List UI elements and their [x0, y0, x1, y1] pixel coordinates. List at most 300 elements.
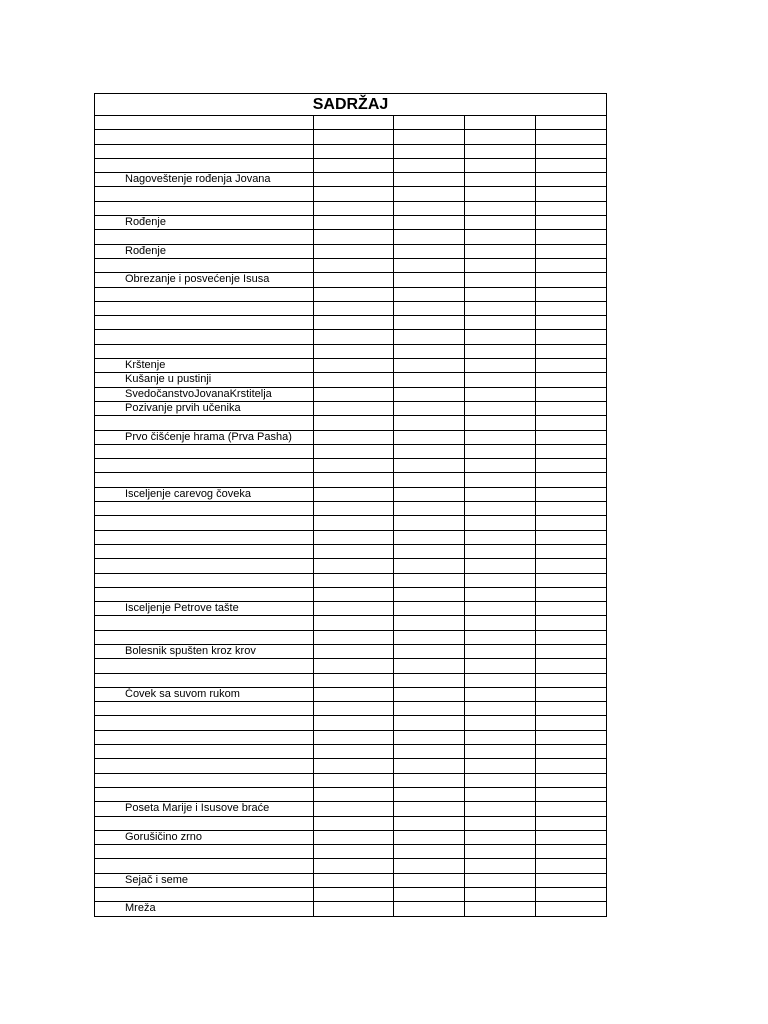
- empty-cell: [536, 258, 607, 272]
- entry-title-cell: Isceljenje Petrove tašte: [95, 602, 314, 616]
- empty-cell: [465, 301, 536, 315]
- table-row: [95, 759, 607, 773]
- empty-cell: [465, 130, 536, 144]
- entry-title-cell: [95, 144, 314, 158]
- table-body: [95, 116, 607, 917]
- empty-cell: [536, 573, 607, 587]
- empty-cell: [314, 430, 394, 444]
- empty-cell: [465, 573, 536, 587]
- empty-cell: [536, 158, 607, 172]
- entry-title-cell: Kušanje u pustinji: [95, 373, 314, 387]
- empty-cell: [536, 516, 607, 530]
- table-row: [95, 158, 607, 172]
- entry-title-cell: Nagoveštenje rođenja Jovana: [95, 173, 314, 187]
- empty-cell: [394, 830, 465, 844]
- empty-cell: [394, 745, 465, 759]
- empty-cell: [394, 888, 465, 902]
- entry-title-cell: [95, 287, 314, 301]
- empty-cell: [314, 459, 394, 473]
- entry-title-cell: Bolesnik spušten kroz krov: [95, 644, 314, 658]
- table-row: [95, 530, 607, 544]
- table-row: [95, 659, 607, 673]
- table-row: [95, 730, 607, 744]
- empty-cell: [536, 587, 607, 601]
- empty-cell: [314, 630, 394, 644]
- empty-cell: [394, 158, 465, 172]
- empty-cell: [314, 873, 394, 887]
- empty-cell: [465, 630, 536, 644]
- empty-cell: [394, 902, 465, 916]
- entry-title-cell: Krštenje: [95, 359, 314, 373]
- table-row: [95, 830, 607, 844]
- empty-cell: [314, 216, 394, 230]
- table-row: [95, 602, 607, 616]
- empty-cell: [465, 373, 536, 387]
- empty-cell: [536, 502, 607, 516]
- empty-cell: [465, 416, 536, 430]
- empty-cell: [394, 530, 465, 544]
- entry-title-cell: [95, 859, 314, 873]
- empty-cell: [314, 544, 394, 558]
- entry-title-cell: Poseta Marije i Isusove braće: [95, 802, 314, 816]
- empty-cell: [536, 616, 607, 630]
- empty-cell: [394, 287, 465, 301]
- empty-cell: [314, 530, 394, 544]
- empty-cell: [394, 616, 465, 630]
- empty-cell: [536, 730, 607, 744]
- empty-cell: [394, 702, 465, 716]
- empty-cell: [536, 144, 607, 158]
- table-row: [95, 473, 607, 487]
- empty-cell: [394, 459, 465, 473]
- empty-cell: [314, 258, 394, 272]
- table-row: [95, 130, 607, 144]
- entry-title-cell: [95, 587, 314, 601]
- empty-cell: [314, 659, 394, 673]
- entry-title-cell: [95, 230, 314, 244]
- empty-cell: [465, 702, 536, 716]
- empty-cell: [314, 373, 394, 387]
- entry-title-cell: Obrezanje i posvećenje Isusa: [95, 273, 314, 287]
- empty-cell: [536, 630, 607, 644]
- table-row: [95, 559, 607, 573]
- table-row: [95, 888, 607, 902]
- empty-cell: [536, 902, 607, 916]
- empty-cell: [536, 373, 607, 387]
- entry-title-cell: [95, 187, 314, 201]
- empty-cell: [314, 516, 394, 530]
- empty-cell: [314, 587, 394, 601]
- empty-cell: [314, 359, 394, 373]
- entry-title-cell: [95, 787, 314, 801]
- empty-cell: [394, 602, 465, 616]
- empty-cell: [465, 459, 536, 473]
- empty-cell: [465, 902, 536, 916]
- empty-cell: [394, 573, 465, 587]
- empty-cell: [465, 444, 536, 458]
- empty-cell: [465, 787, 536, 801]
- entry-title-cell: [95, 316, 314, 330]
- empty-cell: [465, 216, 536, 230]
- entry-title-cell: Gorušičino zrno: [95, 830, 314, 844]
- empty-cell: [465, 173, 536, 187]
- table-row: [95, 587, 607, 601]
- empty-cell: [314, 730, 394, 744]
- empty-cell: [536, 816, 607, 830]
- empty-cell: [536, 644, 607, 658]
- empty-cell: [394, 401, 465, 415]
- empty-cell: [465, 230, 536, 244]
- empty-cell: [394, 201, 465, 215]
- empty-cell: [394, 502, 465, 516]
- entry-title-cell: [95, 444, 314, 458]
- table-row: [95, 301, 607, 315]
- title-row: [95, 94, 607, 116]
- empty-cell: [536, 459, 607, 473]
- table-row: [95, 373, 607, 387]
- table-row: [95, 430, 607, 444]
- empty-cell: [314, 416, 394, 430]
- entry-title-cell: Čovek sa suvom rukom: [95, 687, 314, 701]
- entry-title-cell: [95, 630, 314, 644]
- table-row: [95, 787, 607, 801]
- empty-cell: [394, 787, 465, 801]
- empty-cell: [465, 616, 536, 630]
- empty-cell: [314, 244, 394, 258]
- empty-cell: [536, 344, 607, 358]
- table-row: [95, 187, 607, 201]
- empty-cell: [314, 502, 394, 516]
- table-row: [95, 644, 607, 658]
- empty-cell: [314, 387, 394, 401]
- table-row: [95, 244, 607, 258]
- empty-cell: [314, 888, 394, 902]
- empty-cell: [465, 802, 536, 816]
- empty-cell: [314, 745, 394, 759]
- empty-cell: [394, 487, 465, 501]
- empty-cell: [536, 444, 607, 458]
- table-row: [95, 273, 607, 287]
- table-row: [95, 416, 607, 430]
- empty-cell: [536, 687, 607, 701]
- table-title: SADRŽAJ: [95, 94, 607, 116]
- empty-cell: [465, 316, 536, 330]
- entry-title-cell: [95, 330, 314, 344]
- empty-cell: [465, 845, 536, 859]
- empty-cell: [465, 487, 536, 501]
- empty-cell: [536, 759, 607, 773]
- entry-title-cell: [95, 544, 314, 558]
- table-row: [95, 745, 607, 759]
- empty-cell: [314, 830, 394, 844]
- empty-cell: [465, 158, 536, 172]
- empty-cell: [394, 859, 465, 873]
- empty-cell: [536, 201, 607, 215]
- table-row: [95, 902, 607, 916]
- empty-cell: [394, 130, 465, 144]
- entry-title-cell: [95, 888, 314, 902]
- empty-cell: [394, 173, 465, 187]
- empty-cell: [536, 888, 607, 902]
- empty-cell: [394, 659, 465, 673]
- empty-cell: [394, 187, 465, 201]
- empty-cell: [536, 173, 607, 187]
- empty-cell: [465, 144, 536, 158]
- empty-cell: [394, 759, 465, 773]
- entry-title-cell: [95, 344, 314, 358]
- entry-title-cell: [95, 158, 314, 172]
- empty-cell: [465, 473, 536, 487]
- empty-cell: [465, 287, 536, 301]
- empty-cell: [465, 873, 536, 887]
- empty-cell: [536, 702, 607, 716]
- empty-cell: [536, 487, 607, 501]
- table-row: [95, 287, 607, 301]
- empty-cell: [394, 473, 465, 487]
- empty-cell: [394, 845, 465, 859]
- entry-title-cell: [95, 816, 314, 830]
- table-row: [95, 873, 607, 887]
- empty-cell: [536, 287, 607, 301]
- empty-cell: [465, 888, 536, 902]
- empty-cell: [314, 687, 394, 701]
- empty-cell: [536, 330, 607, 344]
- empty-cell: [314, 130, 394, 144]
- empty-cell: [394, 802, 465, 816]
- empty-cell: [465, 559, 536, 573]
- empty-cell: [536, 673, 607, 687]
- empty-cell: [465, 387, 536, 401]
- empty-cell: [536, 845, 607, 859]
- empty-cell: [536, 873, 607, 887]
- empty-cell: [394, 516, 465, 530]
- empty-cell: [314, 201, 394, 215]
- table-row: [95, 173, 607, 187]
- empty-cell: [465, 244, 536, 258]
- empty-cell: [314, 487, 394, 501]
- empty-cell: [465, 401, 536, 415]
- empty-cell: [394, 730, 465, 744]
- table-row: [95, 344, 607, 358]
- empty-cell: [314, 273, 394, 287]
- empty-cell: [536, 430, 607, 444]
- empty-cell: [314, 301, 394, 315]
- empty-cell: [314, 344, 394, 358]
- empty-cell: [394, 373, 465, 387]
- empty-cell: [536, 401, 607, 415]
- empty-cell: [536, 116, 607, 130]
- empty-cell: [536, 602, 607, 616]
- table-row: [95, 802, 607, 816]
- entry-title-cell: [95, 502, 314, 516]
- entry-title-cell: Sejač i seme: [95, 873, 314, 887]
- entry-title-cell: [95, 573, 314, 587]
- empty-cell: [536, 802, 607, 816]
- empty-cell: [465, 687, 536, 701]
- empty-cell: [465, 530, 536, 544]
- empty-cell: [465, 201, 536, 215]
- empty-cell: [465, 116, 536, 130]
- empty-cell: [465, 745, 536, 759]
- empty-cell: [314, 573, 394, 587]
- table-row: [95, 773, 607, 787]
- table-row: [95, 459, 607, 473]
- empty-cell: [314, 702, 394, 716]
- table-row: [95, 702, 607, 716]
- table-row: [95, 401, 607, 415]
- entry-title-cell: [95, 473, 314, 487]
- empty-cell: [465, 587, 536, 601]
- entry-title-cell: Pozivanje prvih učenika: [95, 401, 314, 415]
- empty-cell: [314, 330, 394, 344]
- empty-cell: [394, 244, 465, 258]
- empty-cell: [394, 301, 465, 315]
- empty-cell: [465, 773, 536, 787]
- empty-cell: [536, 230, 607, 244]
- empty-cell: [465, 730, 536, 744]
- empty-cell: [314, 602, 394, 616]
- empty-cell: [536, 773, 607, 787]
- empty-cell: [314, 902, 394, 916]
- empty-cell: [314, 473, 394, 487]
- entry-title-cell: Rođenje: [95, 216, 314, 230]
- table-row: [95, 359, 607, 373]
- empty-cell: [465, 859, 536, 873]
- table-row: [95, 573, 607, 587]
- entry-title-cell: [95, 673, 314, 687]
- empty-cell: [465, 258, 536, 272]
- entry-title-cell: [95, 258, 314, 272]
- empty-cell: [465, 759, 536, 773]
- empty-cell: [465, 516, 536, 530]
- table-row: [95, 201, 607, 215]
- empty-cell: [536, 830, 607, 844]
- table-row: [95, 444, 607, 458]
- empty-cell: [394, 330, 465, 344]
- entry-title-cell: [95, 516, 314, 530]
- entry-title-cell: Mreža: [95, 902, 314, 916]
- empty-cell: [465, 716, 536, 730]
- table-row: [95, 816, 607, 830]
- empty-cell: [394, 630, 465, 644]
- empty-cell: [394, 544, 465, 558]
- empty-cell: [394, 644, 465, 658]
- entry-title-cell: [95, 716, 314, 730]
- empty-cell: [314, 845, 394, 859]
- empty-cell: [394, 587, 465, 601]
- empty-cell: [314, 716, 394, 730]
- entry-title-cell: [95, 730, 314, 744]
- table-row: [95, 673, 607, 687]
- table-row: [95, 144, 607, 158]
- empty-cell: [536, 416, 607, 430]
- empty-cell: [465, 673, 536, 687]
- empty-cell: [536, 716, 607, 730]
- empty-cell: [536, 359, 607, 373]
- empty-cell: [465, 330, 536, 344]
- empty-cell: [394, 273, 465, 287]
- empty-cell: [394, 258, 465, 272]
- entry-title-cell: Rođenje: [95, 244, 314, 258]
- empty-cell: [394, 416, 465, 430]
- empty-cell: [314, 816, 394, 830]
- empty-cell: [394, 359, 465, 373]
- table-row: [95, 716, 607, 730]
- entry-title-cell: [95, 459, 314, 473]
- entry-title-cell: [95, 201, 314, 215]
- empty-cell: [314, 316, 394, 330]
- empty-cell: [394, 387, 465, 401]
- entry-title-cell: [95, 845, 314, 859]
- empty-cell: [394, 430, 465, 444]
- table-row: [95, 516, 607, 530]
- empty-cell: [314, 401, 394, 415]
- empty-cell: [314, 616, 394, 630]
- table-row: [95, 258, 607, 272]
- empty-cell: [394, 316, 465, 330]
- table-row: [95, 616, 607, 630]
- empty-cell: [536, 559, 607, 573]
- empty-cell: [314, 173, 394, 187]
- table-row: [95, 330, 607, 344]
- empty-cell: [465, 644, 536, 658]
- empty-cell: [536, 530, 607, 544]
- table-row: [95, 544, 607, 558]
- empty-cell: [394, 687, 465, 701]
- empty-cell: [394, 673, 465, 687]
- empty-cell: [314, 116, 394, 130]
- empty-cell: [465, 430, 536, 444]
- table-row: [95, 216, 607, 230]
- empty-cell: [536, 130, 607, 144]
- entry-title-cell: [95, 130, 314, 144]
- empty-cell: [536, 859, 607, 873]
- empty-cell: [394, 144, 465, 158]
- empty-cell: [536, 187, 607, 201]
- empty-cell: [465, 359, 536, 373]
- empty-cell: [314, 158, 394, 172]
- table-row: [95, 687, 607, 701]
- empty-cell: [394, 216, 465, 230]
- empty-cell: [536, 216, 607, 230]
- entry-title-cell: [95, 416, 314, 430]
- empty-cell: [465, 187, 536, 201]
- table-row: [95, 387, 607, 401]
- empty-cell: [394, 444, 465, 458]
- empty-cell: [314, 859, 394, 873]
- entry-title-cell: [95, 745, 314, 759]
- table-row: [95, 487, 607, 501]
- empty-cell: [394, 230, 465, 244]
- table-row: [95, 859, 607, 873]
- entry-title-cell: [95, 659, 314, 673]
- empty-cell: [314, 644, 394, 658]
- empty-cell: [394, 773, 465, 787]
- empty-cell: [465, 602, 536, 616]
- table-row: [95, 502, 607, 516]
- entry-title-cell: [95, 559, 314, 573]
- empty-cell: [465, 659, 536, 673]
- entry-title-cell: [95, 530, 314, 544]
- empty-cell: [536, 787, 607, 801]
- entry-title-cell: [95, 301, 314, 315]
- empty-cell: [314, 802, 394, 816]
- empty-cell: [465, 273, 536, 287]
- empty-cell: [314, 287, 394, 301]
- entry-title-cell: [95, 773, 314, 787]
- empty-cell: [465, 502, 536, 516]
- empty-cell: [314, 144, 394, 158]
